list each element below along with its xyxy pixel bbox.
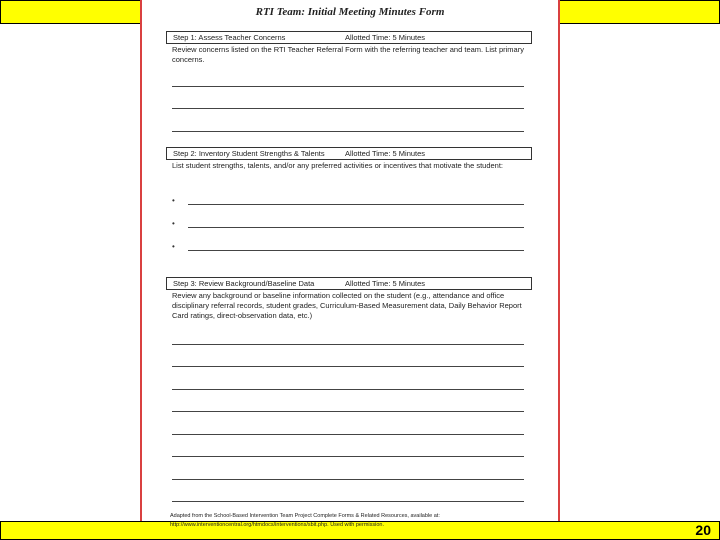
- step-3-answer-line[interactable]: [172, 366, 524, 367]
- step-2-allotted-time: Allotted Time: 5 Minutes: [345, 149, 426, 158]
- page-number: 20: [695, 522, 711, 538]
- footer-line-2: http://www.interventioncentral.org/htmdocs/interventions/sbit.php. Used with permission.: [170, 522, 384, 528]
- step-3-answer-line[interactable]: [172, 456, 524, 457]
- step-1-heading: Step 1: Assess Teacher Concerns: [173, 33, 286, 42]
- step-3-allotted-time: Allotted Time: 5 Minutes: [345, 279, 426, 288]
- step-2-bullet-line[interactable]: [188, 227, 524, 228]
- step-3-answer-line[interactable]: [172, 344, 524, 345]
- form-title: RTI Team: Initial Meeting Minutes Form: [255, 6, 445, 18]
- footer-line-1: Adapted from the School-Based Intervention Team Project Complete Forms & Related Resources, available at:: [170, 513, 440, 519]
- form-footer: [170, 512, 540, 530]
- bullet: •: [172, 196, 175, 205]
- step-1-allotted-time: Allotted Time: 5 Minutes: [345, 33, 426, 42]
- step-2-description: List student strengths, talents, and/or any preferred activities or incentives that motivate the student:: [172, 161, 504, 170]
- bullet: •: [172, 219, 175, 228]
- step-2-bullet-line[interactable]: [188, 250, 524, 251]
- step-1-description: Review concerns listed on the RTI Teacher Referral Form with the referring teacher and team. List primary concerns.: [172, 45, 524, 64]
- step-1-header: [166, 31, 532, 44]
- step-3-answer-line[interactable]: [172, 479, 524, 480]
- step-3-answer-line[interactable]: [172, 411, 524, 412]
- step-3-answer-line[interactable]: [172, 501, 524, 502]
- step-1-answer-line[interactable]: [172, 86, 524, 87]
- form-document: [140, 0, 560, 540]
- step-3-answer-line[interactable]: [172, 389, 524, 390]
- step-3-description: Review any background or baseline information collected on the student (e.g., attendance and office disciplinary referral records, student grades, Curriculum-Based Measurement data, Daily Behavior Report Card ratings, direct-observation data, etc.): [172, 291, 522, 320]
- step-2-header: [166, 147, 532, 160]
- step-3-answer-line[interactable]: [172, 434, 524, 435]
- step-1-answer-line[interactable]: [172, 108, 524, 109]
- step-2-bullet-line[interactable]: [188, 204, 524, 205]
- bullet: •: [172, 242, 175, 251]
- step-2-heading: Step 2: Inventory Student Strengths & Talents: [173, 149, 325, 158]
- step-1-answer-line[interactable]: [172, 131, 524, 132]
- step-3-header: [166, 277, 532, 290]
- step-3-heading: Step 3: Review Background/Baseline Data: [173, 279, 315, 288]
